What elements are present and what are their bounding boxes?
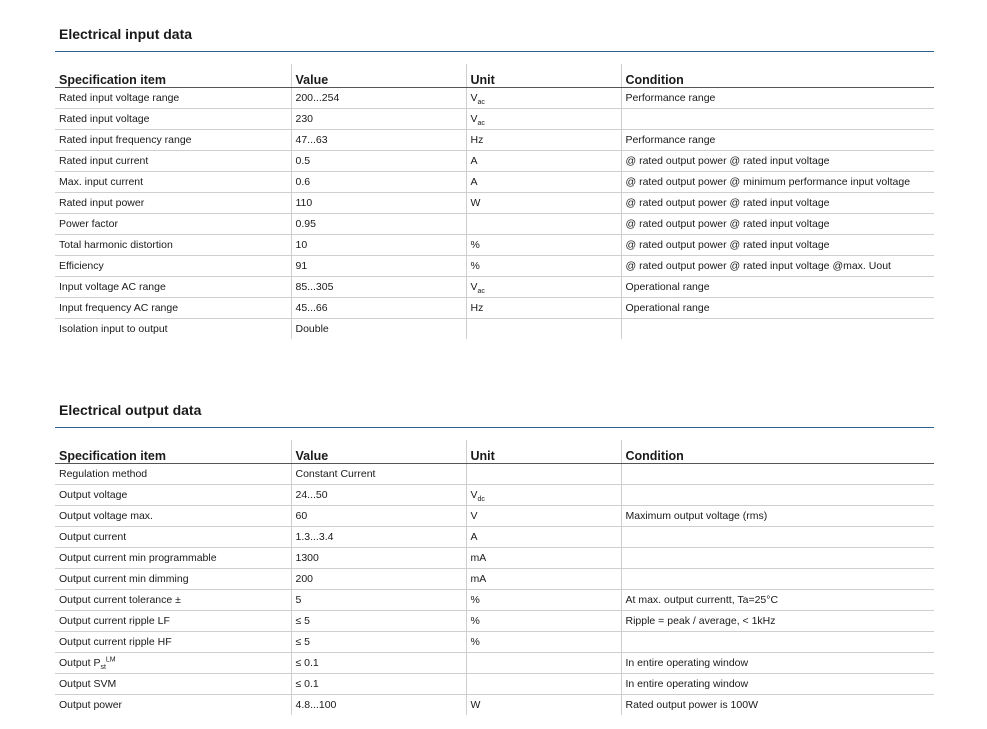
output-spec-table [55, 440, 934, 715]
value-cell: 24...50 [291, 485, 466, 506]
spec-item-label: Power factor [59, 218, 118, 230]
header-unit: Unit [466, 64, 621, 88]
spec-item-label: Output current tolerance ± [59, 594, 181, 606]
unit-cell [466, 464, 621, 485]
unit-subscript: dc [477, 496, 485, 504]
unit-cell [466, 214, 621, 235]
unit-cell [466, 109, 621, 130]
input-table-body [55, 88, 934, 340]
table-row [55, 130, 934, 151]
condition-cell: @ rated output power @ rated input voltage [621, 214, 934, 235]
unit-cell [466, 319, 621, 340]
spec-item-cell [55, 130, 291, 151]
spec-item-cell [55, 653, 291, 674]
unit-cell [466, 653, 621, 674]
header-value: Value [291, 64, 466, 88]
spec-item-cell [55, 214, 291, 235]
spec-item-cell [55, 527, 291, 548]
spec-item-cell [55, 485, 291, 506]
unit-cell [466, 130, 621, 151]
header-value: Value [291, 440, 466, 464]
value-cell: 85...305 [291, 277, 466, 298]
table-row [55, 151, 934, 172]
unit-label: % [470, 615, 480, 627]
unit-label: mA [470, 573, 487, 585]
output-table-body [55, 464, 934, 716]
value-cell: ≤ 5 [291, 632, 466, 653]
condition-cell [621, 319, 934, 340]
spec-item-label: Output voltage max. [59, 510, 153, 522]
header-condition: Condition [621, 64, 934, 88]
header-spec-item: Specification item [55, 64, 291, 88]
table-row [55, 88, 934, 109]
unit-label: % [470, 260, 480, 272]
unit-cell [466, 88, 621, 109]
table-row [55, 695, 934, 716]
spec-item-label: Output P [59, 657, 101, 669]
spec-item-cell [55, 569, 291, 590]
spec-item-label: Input voltage AC range [59, 281, 166, 293]
unit-label: A [470, 176, 478, 188]
spec-item-label: Rated input voltage range [59, 92, 180, 104]
value-cell: 5 [291, 590, 466, 611]
unit-label: % [470, 239, 480, 251]
unit-subscript: ac [477, 120, 485, 128]
table-row [55, 172, 934, 193]
condition-cell [621, 569, 934, 590]
spec-item-label: Rated input power [59, 197, 145, 209]
spec-item-cell [55, 277, 291, 298]
condition-cell: Rated output power is 100W [621, 695, 934, 716]
input-data-section [55, 25, 934, 339]
condition-cell: Performance range [621, 88, 934, 109]
unit-subscript: ac [477, 288, 485, 296]
condition-cell: @ rated output power @ rated input voltage @max. Uout [621, 256, 934, 277]
condition-cell: Operational range [621, 277, 934, 298]
condition-cell: Operational range [621, 298, 934, 319]
value-cell: 0.6 [291, 172, 466, 193]
section-divider [55, 427, 934, 428]
table-row [55, 653, 934, 674]
spec-item-label: Rated input frequency range [59, 134, 192, 146]
table-row [55, 464, 934, 485]
unit-label: Hz [470, 134, 484, 146]
spec-item-cell [55, 109, 291, 130]
spec-item-superscript: LM [105, 656, 116, 664]
value-cell: ≤ 0.1 [291, 674, 466, 695]
unit-cell [466, 506, 621, 527]
unit-subscript: ac [477, 99, 485, 107]
unit-label: V [470, 281, 478, 293]
value-cell: 1.3...3.4 [291, 527, 466, 548]
unit-label: V [470, 510, 478, 522]
table-row [55, 569, 934, 590]
spec-item-label: Max. input current [59, 176, 144, 188]
unit-label: A [470, 155, 478, 167]
spec-item-cell [55, 632, 291, 653]
unit-cell [466, 632, 621, 653]
condition-cell: @ rated output power @ rated input voltage [621, 235, 934, 256]
table-header-row [55, 64, 934, 88]
spec-item-cell [55, 88, 291, 109]
unit-label: mA [470, 552, 487, 564]
table-row [55, 611, 934, 632]
spec-item-cell [55, 590, 291, 611]
unit-cell [466, 485, 621, 506]
spec-item-label: Regulation method [59, 468, 148, 480]
spec-item-label: Input frequency AC range [59, 302, 179, 314]
unit-label: W [470, 699, 481, 711]
value-cell: 4.8...100 [291, 695, 466, 716]
spec-item-label: Output power [59, 699, 123, 711]
value-cell: ≤ 5 [291, 611, 466, 632]
condition-cell: Ripple = peak / average, < 1kHz [621, 611, 934, 632]
table-row [55, 632, 934, 653]
spec-item-cell [55, 611, 291, 632]
table-row [55, 527, 934, 548]
unit-cell [466, 277, 621, 298]
spec-item-cell [55, 548, 291, 569]
spec-item-cell [55, 256, 291, 277]
section-divider [55, 51, 934, 52]
value-cell: 0.95 [291, 214, 466, 235]
spec-item-label: Output SVM [59, 678, 117, 690]
value-cell: 110 [291, 193, 466, 214]
spec-item-subscript: st [100, 664, 106, 672]
spec-item-cell [55, 695, 291, 716]
condition-cell: At max. output currentt, Ta=25°C [621, 590, 934, 611]
condition-cell: @ rated output power @ rated input voltage [621, 193, 934, 214]
table-row [55, 485, 934, 506]
table-row [55, 277, 934, 298]
table-row [55, 256, 934, 277]
value-cell: Constant Current [291, 464, 466, 485]
spec-item-label: Efficiency [59, 260, 104, 272]
spec-item-cell [55, 193, 291, 214]
value-cell: 10 [291, 235, 466, 256]
unit-cell [466, 151, 621, 172]
condition-cell: @ rated output power @ minimum performance input voltage [621, 172, 934, 193]
spec-item-label: Rated input current [59, 155, 149, 167]
condition-cell [621, 464, 934, 485]
condition-cell: In entire operating window [621, 653, 934, 674]
table-row [55, 193, 934, 214]
table-row [55, 590, 934, 611]
unit-label: V [470, 113, 478, 125]
unit-cell [466, 298, 621, 319]
spec-item-cell [55, 319, 291, 340]
condition-cell: Maximum output voltage (rms) [621, 506, 934, 527]
unit-cell [466, 527, 621, 548]
spec-item-label: Output current min dimming [59, 573, 189, 585]
unit-cell [466, 590, 621, 611]
spec-item-cell [55, 151, 291, 172]
table-row [55, 235, 934, 256]
condition-cell [621, 527, 934, 548]
condition-cell [621, 485, 934, 506]
table-row [55, 214, 934, 235]
section-title: Electrical input data [59, 26, 193, 42]
spec-item-label: Output voltage [59, 489, 128, 501]
condition-cell: Performance range [621, 130, 934, 151]
value-cell: 45...66 [291, 298, 466, 319]
unit-cell [466, 569, 621, 590]
spec-item-cell [55, 464, 291, 485]
unit-label: V [470, 489, 478, 501]
condition-cell: In entire operating window [621, 674, 934, 695]
table-row [55, 319, 934, 340]
unit-label: % [470, 636, 480, 648]
spec-item-label: Rated input voltage [59, 113, 150, 125]
header-condition: Condition [621, 440, 934, 464]
spec-item-cell [55, 172, 291, 193]
value-cell: 60 [291, 506, 466, 527]
table-row [55, 298, 934, 319]
unit-cell [466, 695, 621, 716]
condition-cell: @ rated output power @ rated input voltage [621, 151, 934, 172]
spec-item-label: Isolation input to output [59, 323, 168, 335]
unit-cell [466, 172, 621, 193]
value-cell: 47...63 [291, 130, 466, 151]
spec-item-label: Output current ripple LF [59, 615, 170, 627]
output-data-section [55, 401, 934, 715]
condition-cell [621, 109, 934, 130]
spec-item-cell [55, 506, 291, 527]
value-cell: 91 [291, 256, 466, 277]
table-row [55, 109, 934, 130]
value-cell: 200...254 [291, 88, 466, 109]
unit-label: Hz [470, 302, 484, 314]
table-row [55, 674, 934, 695]
unit-label: A [470, 531, 478, 543]
table-row [55, 506, 934, 527]
value-cell: 1300 [291, 548, 466, 569]
unit-cell [466, 548, 621, 569]
unit-label: V [470, 92, 478, 104]
spec-item-label: Output current min programmable [59, 552, 217, 564]
unit-cell [466, 193, 621, 214]
value-cell: ≤ 0.1 [291, 653, 466, 674]
spec-item-cell [55, 674, 291, 695]
value-cell: Double [291, 319, 466, 340]
header-spec-item: Specification item [55, 440, 291, 464]
unit-label: % [470, 594, 480, 606]
unit-cell [466, 235, 621, 256]
unit-cell [466, 674, 621, 695]
condition-cell [621, 548, 934, 569]
unit-cell [466, 611, 621, 632]
table-header-row [55, 440, 934, 464]
value-cell: 200 [291, 569, 466, 590]
header-unit: Unit [466, 440, 621, 464]
spec-item-label: Output current [59, 531, 127, 543]
value-cell: 230 [291, 109, 466, 130]
spec-item-label: Total harmonic distortion [59, 239, 173, 251]
value-cell: 0.5 [291, 151, 466, 172]
unit-cell [466, 256, 621, 277]
condition-cell [621, 632, 934, 653]
input-spec-table [55, 64, 934, 339]
spec-item-cell [55, 298, 291, 319]
spec-item-label: Output current ripple HF [59, 636, 172, 648]
table-row [55, 548, 934, 569]
section-title: Electrical output data [59, 402, 202, 418]
spec-item-cell [55, 235, 291, 256]
unit-label: W [470, 197, 481, 209]
